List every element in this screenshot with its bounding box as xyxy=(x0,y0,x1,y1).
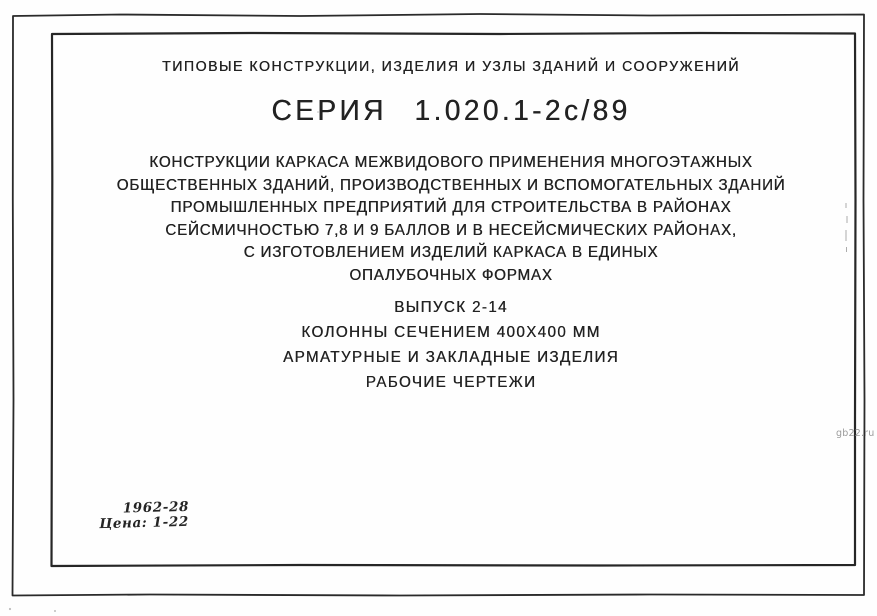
catalog-number: 1962-28 xyxy=(122,498,190,517)
description-line-1: КОНСТРУКЦИИ КАРКАСА МЕЖВИДОВОГО ПРИМЕНЕНИЯ МНОГОЭТАЖНЫХ xyxy=(149,154,753,171)
document-category-line: ТИПОВЫЕ КОНСТРУКЦИИ, ИЗДЕЛИЯ И УЗЛЫ ЗДАНИЙ И СООРУЖЕНИЙ xyxy=(162,59,740,75)
description-line-4: СЕЙСМИЧНОСТЬЮ 7,8 И 9 БАЛЛОВ И В НЕСЕЙСМИЧЕСКИХ РАЙОНАХ, xyxy=(165,221,737,239)
issue-contents-line: АРМАТУРНЫЕ И ЗАКЛАДНЫЕ ИЗДЕЛИЯ xyxy=(282,349,619,366)
issue-block xyxy=(53,295,849,395)
series-title: СЕРИЯ 1.020.1-2с/89 xyxy=(271,95,631,127)
description-block xyxy=(53,152,849,288)
issue-number-line: ВЫПУСК 2-14 xyxy=(394,299,508,316)
site-watermark: gb22.ru xyxy=(836,428,875,439)
description-line-6: ОПАЛУБОЧНЫХ ФОРМАХ xyxy=(349,266,553,284)
description-line-3: ПРОМЫШЛЕННЫХ ПРЕДПРИЯТИЙ ДЛЯ СТРОИТЕЛЬСТВА В РАЙОНАХ xyxy=(170,199,732,217)
handwritten-price-stamp xyxy=(99,500,190,531)
issue-drawings-line: РАБОЧИЕ ЧЕРТЕЖИ xyxy=(365,374,537,391)
issue-subject-line: КОЛОННЫ СЕЧЕНИЕМ 400Х400 ММ xyxy=(301,324,601,341)
price-note: Цена: 1-22 xyxy=(98,513,190,532)
description-line-5: С ИЗГОТОВЛЕНИЕМ ИЗДЕЛИЙ КАРКАСА В ЕДИНЫХ xyxy=(243,244,659,262)
description-line-2: ОБЩЕСТВЕННЫХ ЗДАНИЙ, ПРОИЗВОДСТВЕННЫХ И ВСПОМОГАТЕЛЬНЫХ ЗДАНИЙ xyxy=(116,176,786,194)
